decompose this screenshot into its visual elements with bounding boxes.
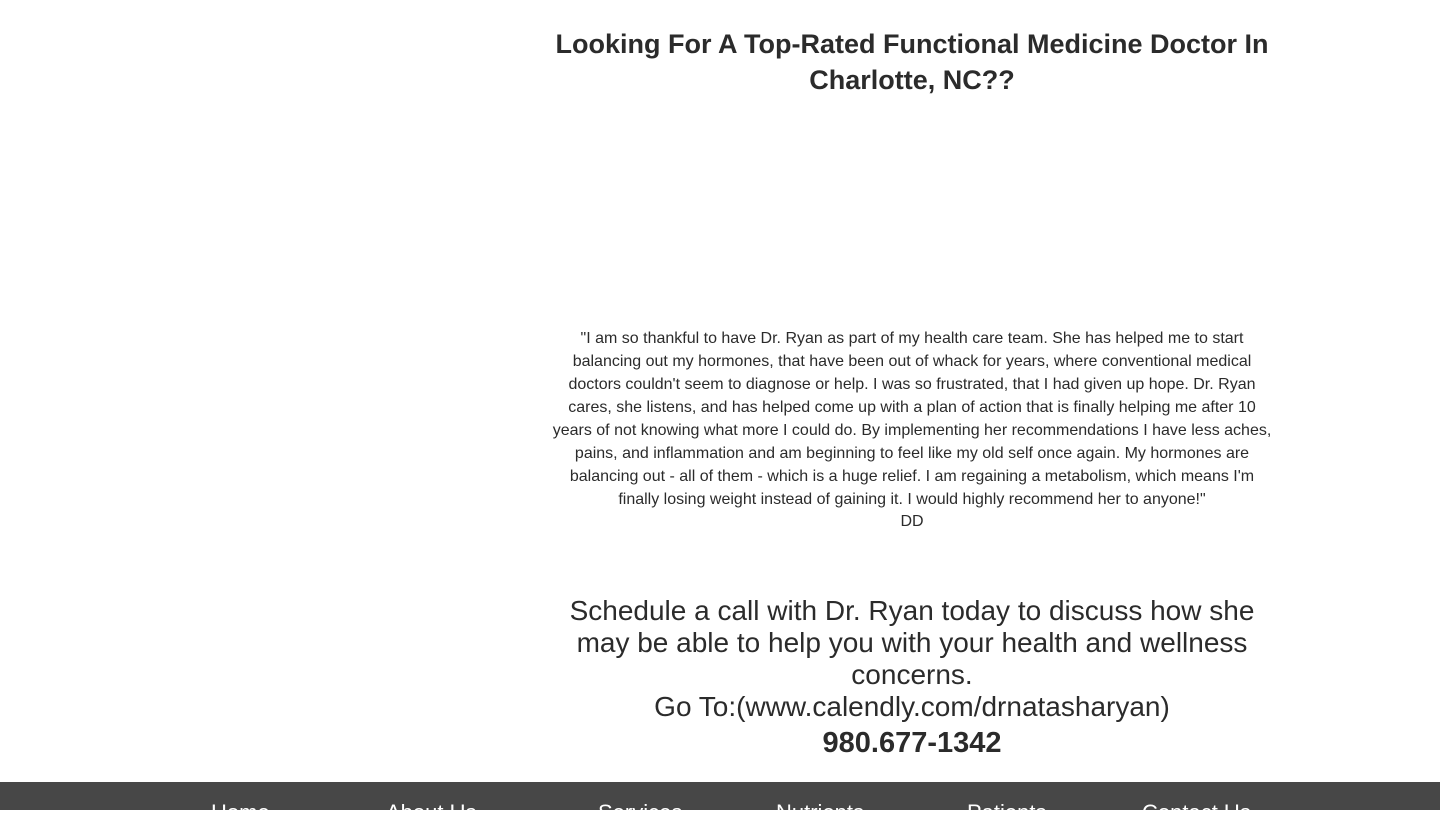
testimonial-author: DD: [900, 513, 924, 530]
footer-nav: [0, 800, 1440, 830]
schedule-call-text: Schedule a call with Dr. Ryan today to discuss how she may be able to help you with your health and wellness concerns.: [569, 595, 1255, 690]
calendly-link[interactable]: Go To:(www.calendly.com/drnatasharyan): [654, 691, 1170, 722]
footer-bar: [0, 782, 1440, 825]
footer-nav-patients[interactable]: Patients: [967, 800, 1047, 825]
page-headline: Looking For A Top-Rated Functional Medicine Doctor In Charlotte, NC??: [555, 29, 1269, 95]
footer-nav-home[interactable]: Home: [211, 800, 270, 825]
footer-nav-about-us[interactable]: About Us: [386, 800, 477, 825]
testimonial-quote: "I am so thankful to have Dr. Ryan as part of my health care team. She has helped me to start balancing out my hormones, that have been out of whack for years, where conventional medical doctors couldn't seem to diagnose or help. I was so frustrated, that I had given up hope. Dr. Ryan cares, she listens, and has helped come up with a plan of action that is finally helping me after 10 years of not knowing what more I could do. By implementing her recommendations I have less aches, pains, and inflammation and am beginning to feel like my old self once again. My hormones are balancing out - all of them - which is a huge relief. I am regaining a metabolism, which means I'm finally losing weight instead of gaining it. I would highly recommend her to anyone!": [552, 330, 1272, 508]
footer-nav-nutrients[interactable]: Nutrients: [776, 800, 865, 825]
footer-nav-services[interactable]: Services: [598, 800, 683, 825]
phone-number[interactable]: 980.677-1342: [822, 727, 1002, 759]
footer-nav-contact-us[interactable]: Contact Us: [1142, 800, 1251, 825]
